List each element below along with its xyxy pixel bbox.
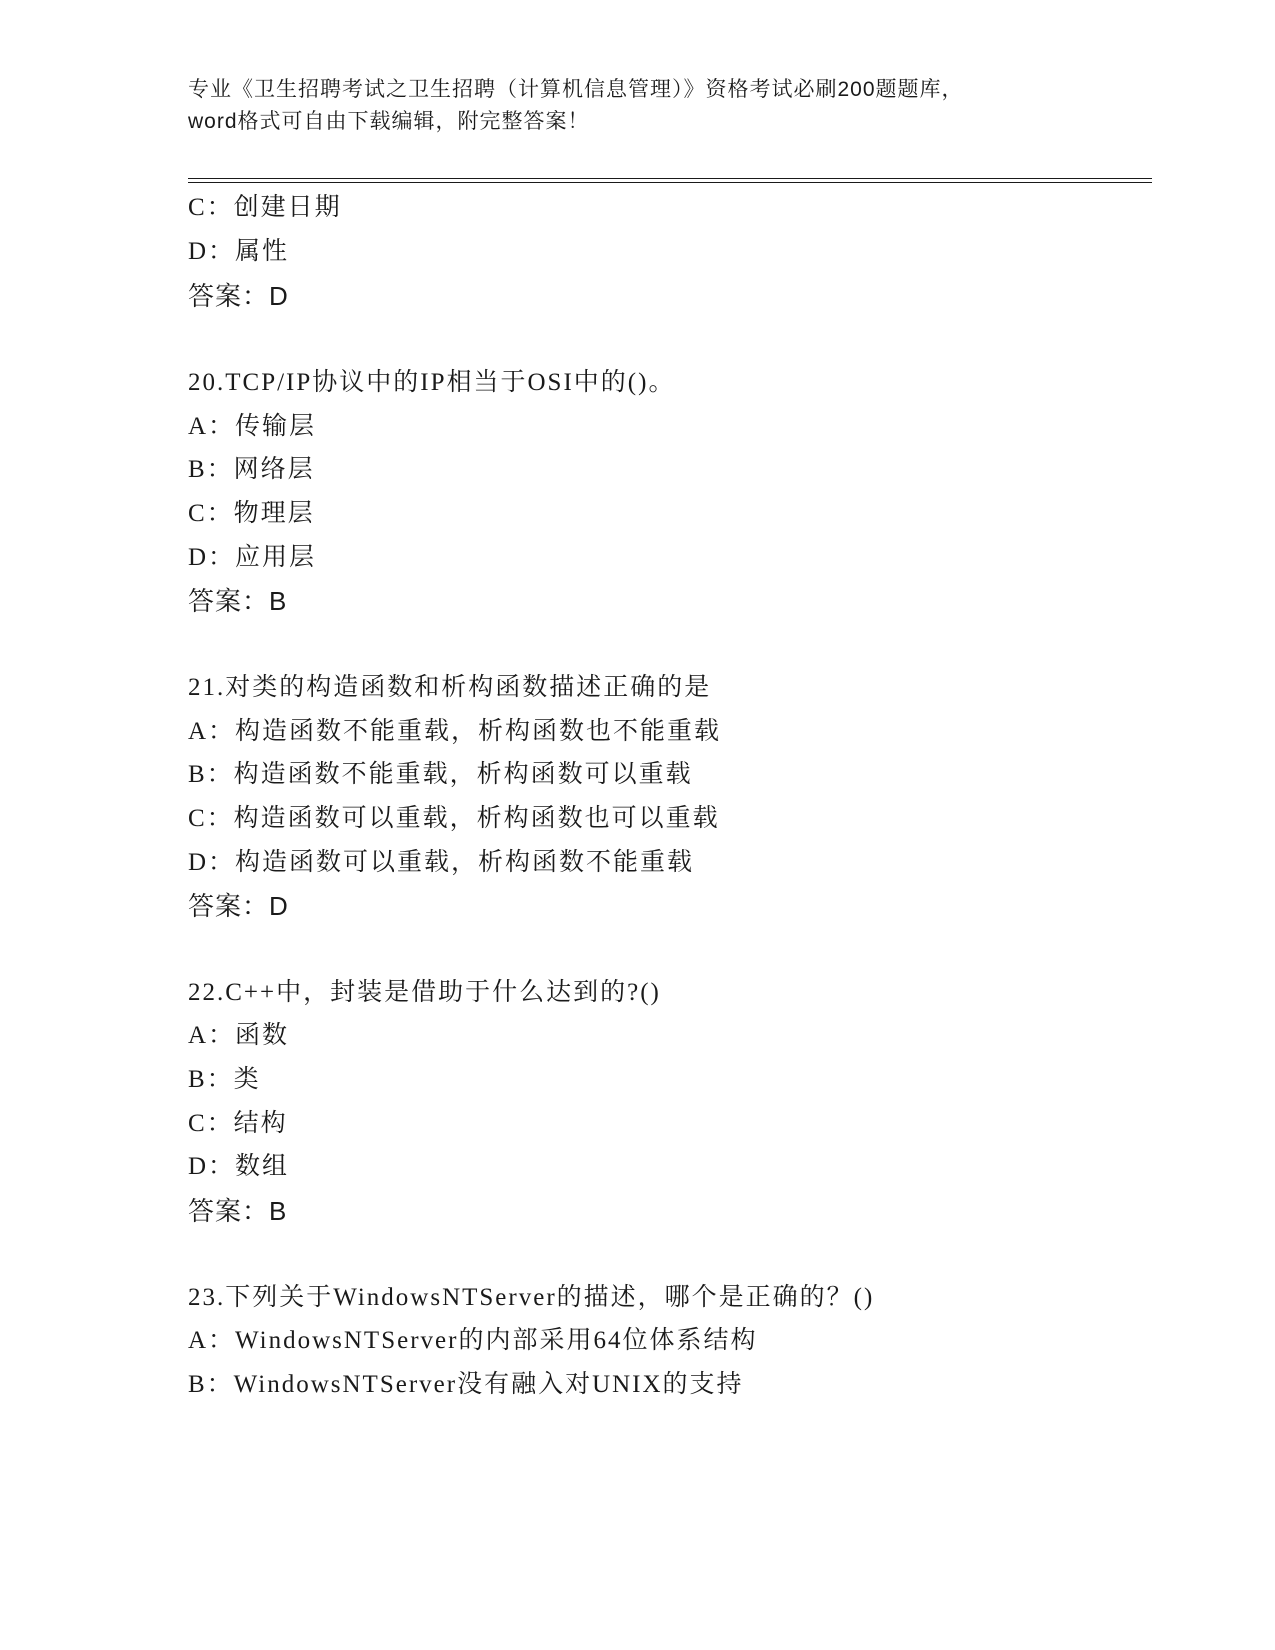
option-c: C：创建日期: [188, 194, 342, 221]
header-title-line-2: word格式可自由下载编辑，附完整答案！: [188, 110, 590, 133]
option-b: B：WindowsNTServer没有融入对UNIX的支持: [188, 1371, 744, 1398]
option-b: B：构造函数不能重载，析构函数可以重载: [188, 761, 693, 788]
question-stem: 21.对类的构造函数和析构函数描述正确的是: [188, 674, 712, 701]
option-b: B：类: [188, 1066, 261, 1093]
option-d: D：属性: [188, 238, 290, 265]
option-b: B：网络层: [188, 456, 315, 483]
option-d: D：数组: [188, 1153, 290, 1180]
document-header: [188, 74, 1088, 138]
question-stem: 20.TCP/IP协议中的IP相当于OSI中的()。: [188, 369, 676, 396]
option-a: A：函数: [188, 1022, 290, 1049]
answer-line: 答案：D: [188, 281, 289, 311]
option-a: A：构造函数不能重载，析构函数也不能重载: [188, 718, 722, 745]
header-title-line-1: 专业《卫生招聘考试之卫生招聘（计算机信息管理）》资格考试必刷200题题库，: [188, 78, 964, 101]
option-d: D：构造函数可以重载，析构函数不能重载: [188, 849, 695, 876]
answer-line: 答案：B: [188, 1196, 288, 1226]
header-divider-top: [188, 178, 1152, 179]
option-a: A：WindowsNTServer的内部采用64位体系结构: [188, 1327, 758, 1354]
option-c: C：构造函数可以重载，析构函数也可以重载: [188, 805, 720, 832]
option-d: D：应用层: [188, 544, 317, 571]
answer-line: 答案：D: [188, 891, 289, 921]
answer-line: 答案：B: [188, 586, 288, 616]
option-a: A：传输层: [188, 413, 317, 440]
question-stem: 22.C++中，封装是借助于什么达到的?(): [188, 979, 661, 1006]
header-divider-bottom: [188, 182, 1152, 183]
option-c: C：结构: [188, 1110, 288, 1137]
question-stem: 23.下列关于WindowsNTServer的描述，哪个是正确的？(): [188, 1284, 875, 1311]
option-c: C：物理层: [188, 500, 315, 527]
